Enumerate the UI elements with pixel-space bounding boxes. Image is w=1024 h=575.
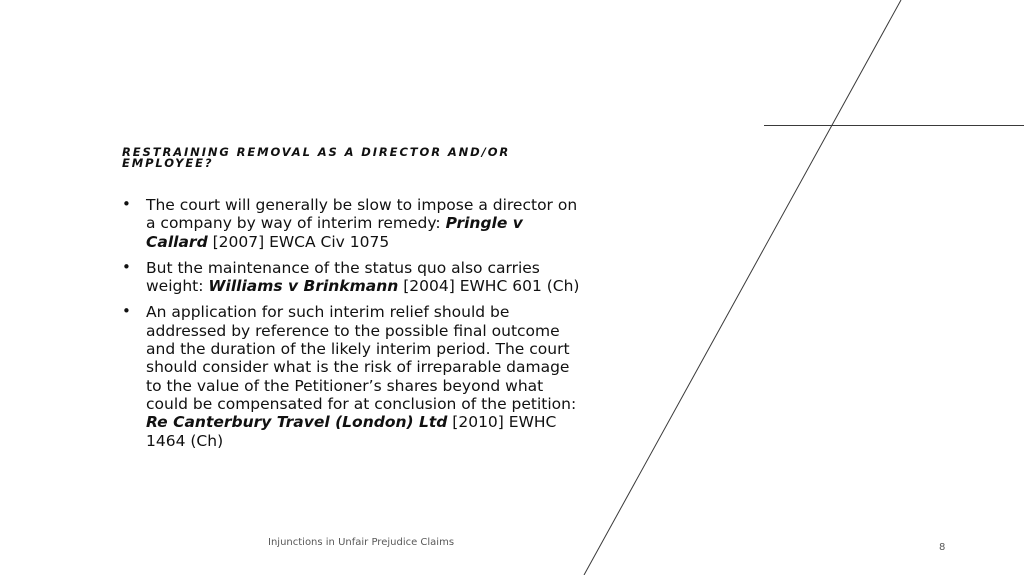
case-citation: Williams v Brinkmann xyxy=(208,277,399,296)
bullet-text: But the maintenance of the status quo also carries weight: xyxy=(146,258,540,296)
bullet-item xyxy=(122,303,582,449)
bullet-item xyxy=(122,259,582,296)
bullet-text: An application for such interim relief should be addressed by reference to the possible final outcome and the duration of the likely interim period. The court should consider what is the risk of irreparable damage to the value of the Petitioner’s shares beyond what could be compensated for at conclusion of the petition: xyxy=(146,303,577,413)
bullet-item xyxy=(122,196,582,251)
diagonal-line xyxy=(584,0,901,575)
page-number: 8 xyxy=(939,542,946,553)
citation-reference: [2010] EWHC 1464 (Ch) xyxy=(146,413,557,450)
slide-footer: Injunctions in Unfair Prejudice Claims xyxy=(268,537,455,548)
case-citation: Pringle v Callard xyxy=(146,214,523,251)
citation-reference: [2004] EWHC 601 (Ch) xyxy=(398,277,580,296)
bullet-list xyxy=(122,196,582,458)
case-citation: Re Canterbury Travel (London) Ltd xyxy=(146,413,448,432)
citation-reference: [2007] EWCA Civ 1075 xyxy=(207,232,390,251)
bullet-text: The court will generally be slow to impose a director on a company by way of interim remedy: xyxy=(146,196,578,233)
slide-title: RESTRAINING REMOVAL AS A DIRECTOR AND/OR EMPLOYEE? xyxy=(122,145,511,170)
